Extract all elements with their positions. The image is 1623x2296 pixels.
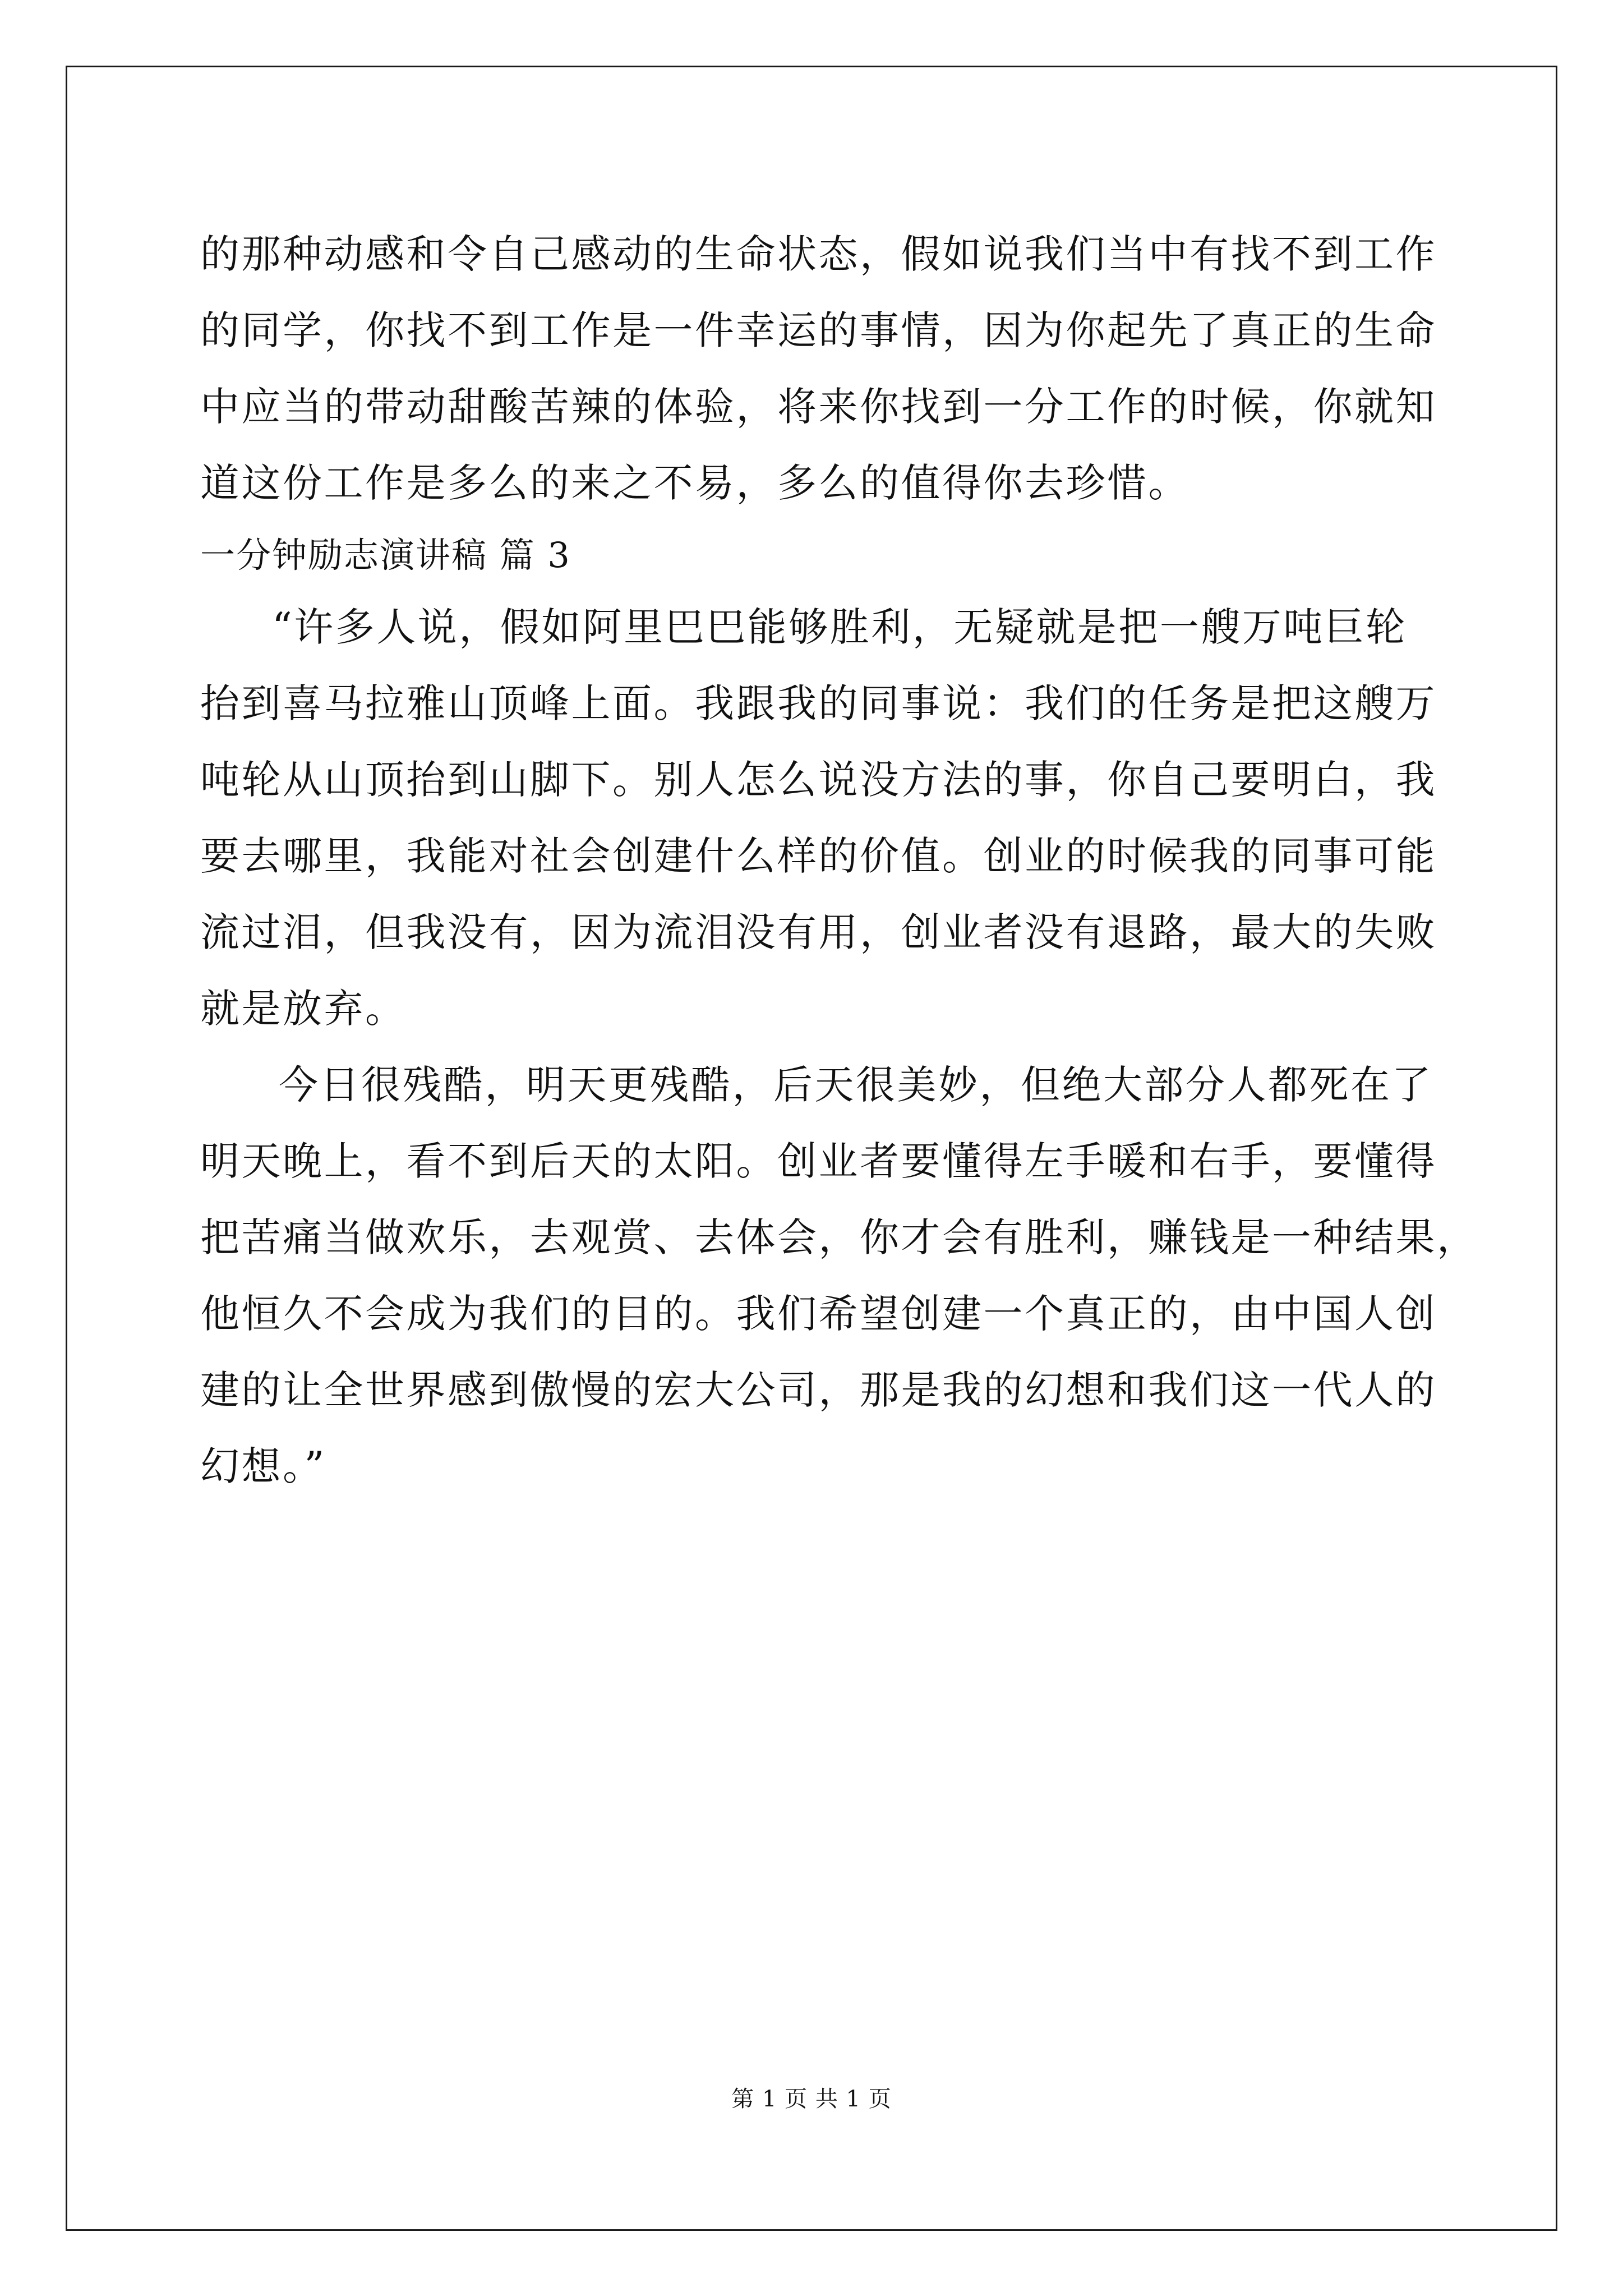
text-line: 明天晚上，看不到后天的太阳。创业者要懂得左手暖和右手，要懂得: [200, 1138, 1437, 1184]
text-line: 建的让全世界感到傲慢的宏大公司，那是我的幻想和我们这一代人的: [200, 1367, 1437, 1413]
text-line: 把苦痛当做欢乐，去观赏、去体会，你才会有胜利，赚钱是一种结果，: [200, 1214, 1478, 1260]
text-line: 道这份工作是多么的来之不易，多么的值得你去珍惜。: [200, 460, 1189, 506]
text-line: 今日很残酷，明天更残酷，后天很美妙，但绝大部分人都死在了: [279, 1062, 1433, 1108]
paragraph-3: [200, 1047, 1478, 1504]
paragraph-2: [200, 589, 1437, 1047]
text-line: 抬到喜马拉雅山顶峰上面。我跟我的同事说：我们的任务是把这艘万: [200, 680, 1437, 726]
text-line: 幻想。”: [200, 1443, 326, 1489]
text-line: 中应当的带动甜酸苦辣的体验，将来你找到一分工作的时候，你就知: [200, 384, 1437, 430]
text-line: 吨轮从山顶抬到山脚下。别人怎么说没方法的事，你自己要明白，我: [200, 757, 1437, 803]
document-body: [200, 216, 1478, 1504]
text-line: 的同学，你找不到工作是一件幸运的事情，因为你起先了真正的生命: [200, 307, 1437, 353]
section-heading: 一分钟励志演讲稿 篇 3: [200, 535, 571, 576]
text-line: 流过泪，但我没有，因为流泪没有用，创业者没有退路，最大的失败: [200, 909, 1437, 955]
text-line: 他恒久不会成为我们的目的。我们希望创建一个真正的，由中国人创: [200, 1291, 1437, 1337]
text-line: 的那种动感和令自己感动的生命状态，假如说我们当中有找不到工作: [200, 231, 1437, 277]
paragraph-1: [200, 216, 1437, 521]
text-line: “许多人说，假如阿里巴巴能够胜利，无疑就是把一艘万吨巨轮: [272, 604, 1407, 650]
page-footer: 第 1 页 共 1 页: [731, 2086, 892, 2112]
text-line: 要去哪里，我能对社会创建什么样的价值。创业的时候我的同事可能: [200, 833, 1437, 879]
text-line: 就是放弃。: [200, 986, 407, 1032]
